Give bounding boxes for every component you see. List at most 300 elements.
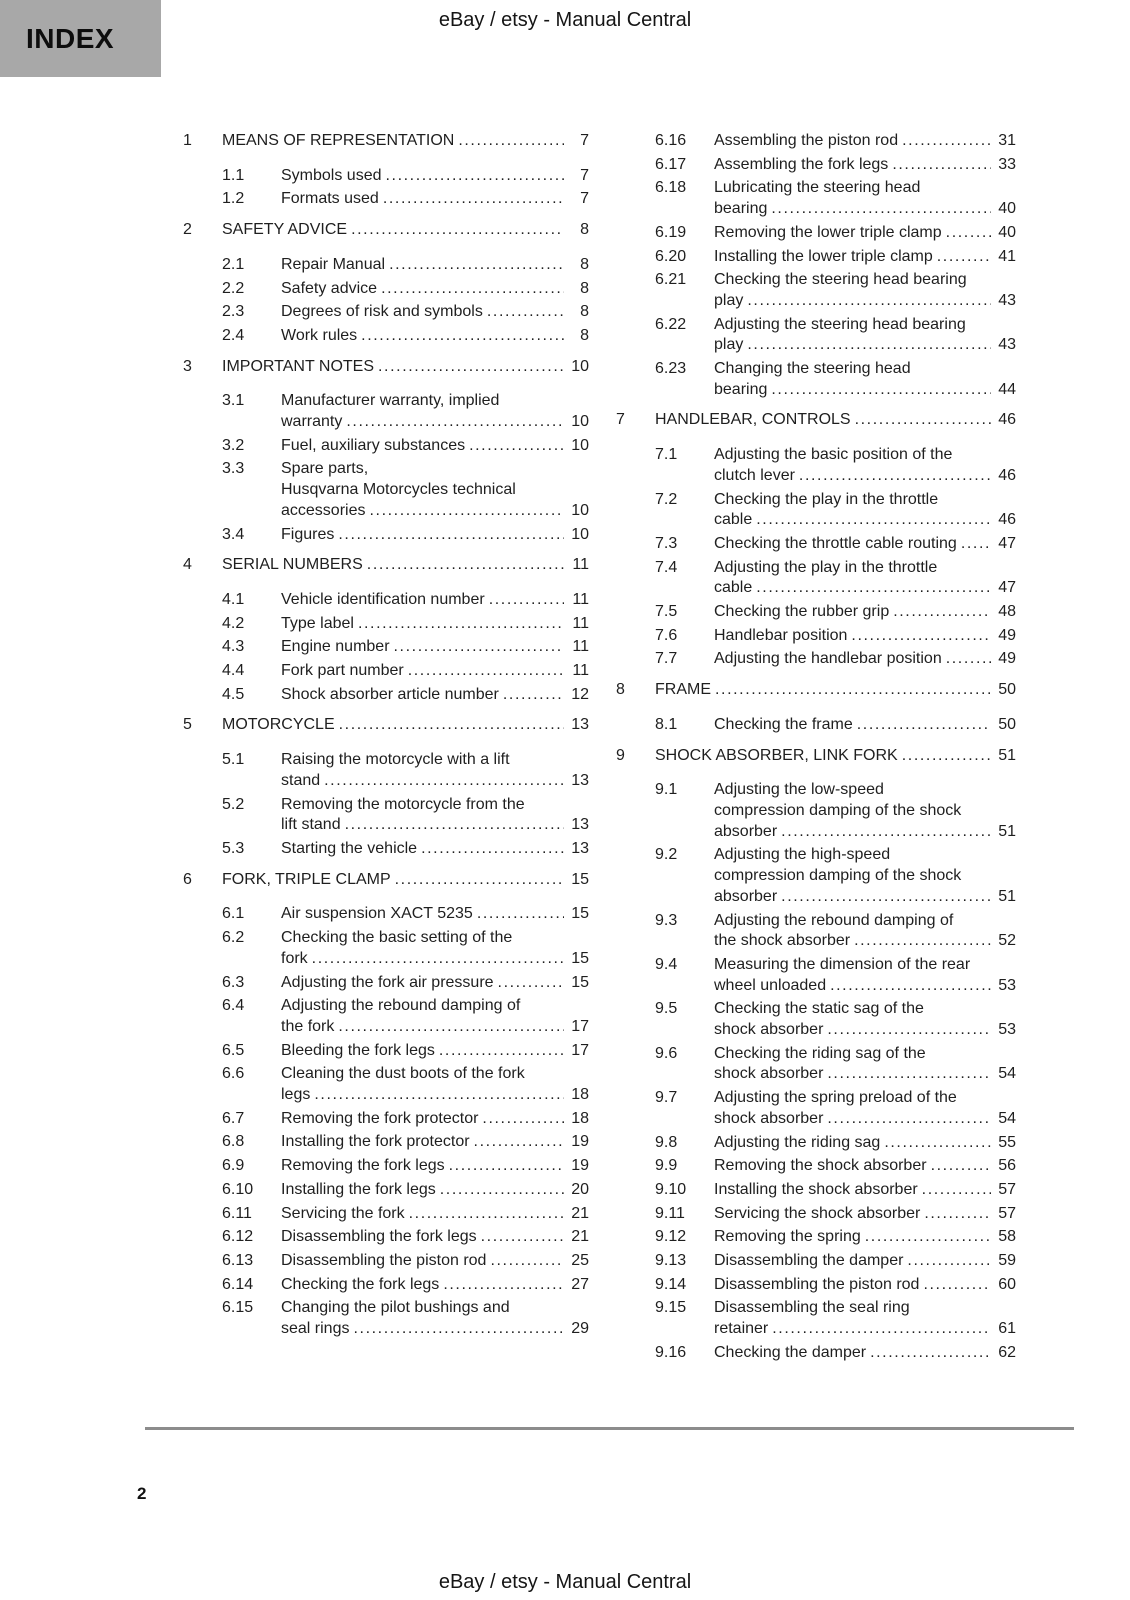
toc-entry-row <box>183 904 589 925</box>
toc-leader-dots <box>715 680 991 701</box>
toc-leader-dots <box>440 1180 564 1201</box>
toc-entry-row <box>183 189 589 210</box>
toc-item-title: Assembling the fork legs <box>714 155 889 173</box>
toc-item-number: 9.12 <box>655 1228 687 1246</box>
toc-entry-row <box>616 602 1016 623</box>
toc-page-number: 40 <box>998 200 1016 218</box>
toc-item-title: Servicing the fork <box>281 1204 405 1222</box>
toc-entry-row <box>183 326 589 347</box>
toc-item-title: HANDLEBAR, CONTROLS <box>655 411 851 429</box>
toc-item-number: 6.18 <box>655 179 687 197</box>
toc-entry-row <box>183 928 589 969</box>
toc-page-number: 25 <box>571 1251 589 1269</box>
toc-entry-row <box>183 1298 589 1339</box>
toc-entry-row <box>183 839 589 860</box>
toc-item-number: 9.16 <box>655 1343 687 1361</box>
toc-entry-row <box>183 391 589 432</box>
toc-entry-row <box>616 1088 1016 1129</box>
toc-entry-row <box>183 166 589 187</box>
toc-leader-dots <box>367 555 564 576</box>
toc-page-number: 54 <box>998 1109 1016 1127</box>
toc-leader-dots <box>827 1064 991 1085</box>
toc-page-number: 15 <box>571 870 589 888</box>
toc-entry-row <box>183 590 589 611</box>
toc-item-number: 6.5 <box>222 1041 245 1059</box>
toc-item-number: 6.21 <box>655 271 687 289</box>
toc-leader-dots <box>324 771 564 792</box>
toc-item-number: 5 <box>183 716 192 734</box>
toc-leader-dots <box>353 1319 564 1340</box>
toc-leader-dots <box>771 380 991 401</box>
toc-leader-dots <box>381 279 564 300</box>
toc-page-number: 44 <box>998 380 1016 398</box>
toc-leader-dots <box>924 1204 991 1225</box>
toc-page-number: 7 <box>580 132 589 149</box>
toc-item-title: Formats used <box>281 190 379 208</box>
toc-page-number: 60 <box>998 1275 1016 1293</box>
toc-entry-row <box>616 715 1016 736</box>
toc-item-title: Figures <box>281 525 335 543</box>
toc-page-number: 51 <box>998 746 1016 764</box>
toc-item-title: Checking the rubber grip <box>714 603 890 621</box>
toc-leader-dots <box>830 976 991 997</box>
toc-item-title: lift stand <box>281 816 341 834</box>
toc-entry-row <box>183 637 589 658</box>
toc-item-number: 9.10 <box>655 1180 687 1198</box>
toc-item-title: accessories <box>281 501 366 519</box>
toc-item-number: 6.14 <box>222 1275 254 1293</box>
toc-entry-row <box>183 1132 589 1153</box>
toc-page-number: 27 <box>571 1275 589 1293</box>
footer-title: eBay / etsy - Manual Central <box>438 1571 692 1593</box>
toc-page-number: 56 <box>998 1157 1016 1175</box>
toc-leader-dots <box>351 220 564 241</box>
toc-item-title: the fork <box>281 1017 335 1035</box>
toc-item-number: 9.7 <box>655 1089 678 1107</box>
toc-chapter-row <box>616 410 1016 431</box>
toc-page-number: 10 <box>571 501 589 519</box>
toc-item-title-line: Changing the pilot bushings and <box>281 1299 510 1317</box>
toc-item-title: Servicing the shock absorber <box>714 1204 921 1222</box>
toc-entry-row <box>183 1275 589 1296</box>
toc-item-title-line: Checking the basic setting of the <box>281 929 513 947</box>
toc-page-number: 8 <box>580 255 589 273</box>
toc-item-title: legs <box>281 1086 311 1104</box>
toc-item-title-line: Checking the steering head bearing <box>714 271 967 289</box>
toc-leader-dots <box>503 685 564 706</box>
toc-chapter-row <box>183 357 589 378</box>
toc-entry-row <box>616 1156 1016 1177</box>
toc-page-number: 13 <box>571 771 589 789</box>
toc-item-number: 6.7 <box>222 1109 245 1127</box>
toc-leader-dots <box>358 614 564 635</box>
toc-item-number: 4 <box>183 556 192 574</box>
toc-item-title: warranty <box>281 413 343 431</box>
toc-leader-dots <box>922 1180 991 1201</box>
toc-item-title: Disassembling the piston rod <box>714 1275 920 1293</box>
footer-divider <box>145 1427 1074 1430</box>
toc-item-title-line: Adjusting the high-speed <box>714 846 891 864</box>
toc-leader-dots <box>439 1041 564 1062</box>
toc-entry-row <box>616 445 1016 486</box>
toc-item-title-line: Measuring the dimension of the rear <box>714 955 971 973</box>
toc-leader-dots <box>369 501 564 522</box>
toc-item-title: Installing the shock absorber <box>714 1180 918 1198</box>
toc-item-number: 4.5 <box>222 685 245 703</box>
toc-page-number: 10 <box>571 525 589 543</box>
toc-item-title: Symbols used <box>281 166 382 184</box>
toc-item-number: 5.2 <box>222 795 245 813</box>
toc-entry-row <box>183 750 589 791</box>
toc-item-title: Degrees of risk and symbols <box>281 303 483 321</box>
toc-page-number: 13 <box>571 839 589 857</box>
toc-item-title: Installing the fork protector <box>281 1133 470 1151</box>
toc-column <box>616 131 1016 1367</box>
toc-page-number: 10 <box>571 436 589 454</box>
toc-item-number: 9 <box>616 746 625 764</box>
toc-item-number: 5.3 <box>222 839 245 857</box>
toc-page-number: 52 <box>998 932 1016 950</box>
toc-leader-dots <box>799 466 991 487</box>
toc-leader-dots <box>855 410 991 431</box>
toc-entry-row <box>616 955 1016 996</box>
toc-entry-row <box>183 1180 589 1201</box>
toc-chapter-row <box>183 220 589 241</box>
toc-item-number: 7.6 <box>655 626 678 644</box>
toc-item-title: Fuel, auxiliary substances <box>281 436 466 454</box>
toc-item-title: Disassembling the damper <box>714 1252 904 1270</box>
toc-entry-row <box>616 780 1016 842</box>
toc-column <box>183 131 589 1343</box>
toc-entry-row <box>183 614 589 635</box>
toc-page-number: 55 <box>998 1133 1016 1151</box>
toc-item-title-line: Checking the play in the throttle <box>714 490 939 508</box>
toc-item-title: Shock absorber article number <box>281 685 499 703</box>
toc-item-title: Checking the damper <box>714 1343 867 1361</box>
toc-leader-dots <box>854 931 991 952</box>
toc-item-title: Starting the vehicle <box>281 839 418 857</box>
toc-item-title: Air suspension XACT 5235 <box>281 905 473 923</box>
toc-entry-row <box>616 534 1016 555</box>
toc-item-title: SHOCK ABSORBER, LINK FORK <box>655 746 898 764</box>
toc-page-number: 21 <box>571 1204 589 1222</box>
toc-leader-dots <box>884 1133 991 1154</box>
toc-item-number: 3 <box>183 357 192 375</box>
toc-item-title-line: Checking the riding sag of the <box>714 1044 926 1062</box>
toc-page-number: 11 <box>572 662 589 680</box>
toc-leader-dots <box>383 189 564 210</box>
toc-leader-dots <box>408 661 564 682</box>
toc-item-title: Removing the lower triple clamp <box>714 223 942 241</box>
toc-item-number: 4.1 <box>222 590 245 608</box>
toc-page-number: 46 <box>998 411 1016 429</box>
toc-leader-dots <box>469 436 564 457</box>
toc-item-number: 6 <box>183 870 192 888</box>
toc-item-title-line: Disassembling the seal ring <box>714 1299 910 1317</box>
toc-page-number: 8 <box>580 326 589 344</box>
toc-entry-row <box>183 685 589 706</box>
toc-page-number: 10 <box>571 413 589 431</box>
toc-item-title-line: Adjusting the rebound damping of <box>281 997 521 1015</box>
toc-item-number: 6.19 <box>655 223 687 241</box>
toc-item-title: play <box>714 291 744 309</box>
toc-item-title-line: Adjusting the low-speed <box>714 781 884 799</box>
toc-item-title: Removing the spring <box>714 1228 861 1246</box>
toc-item-number: 3.2 <box>222 436 245 454</box>
toc-item-title: Removing the fork legs <box>281 1157 445 1175</box>
toc-item-number: 6.16 <box>655 132 687 149</box>
toc-item-number: 3.4 <box>222 525 245 543</box>
toc-item-title-line: Cleaning the dust boots of the fork <box>281 1065 525 1083</box>
toc-leader-dots <box>756 578 991 599</box>
toc-item-title: fork <box>281 949 308 967</box>
toc-chapter-row <box>183 555 589 576</box>
toc-item-number: 6.8 <box>222 1133 245 1151</box>
toc-leader-dots <box>482 1109 564 1130</box>
toc-item-title-line: Spare parts, <box>281 460 369 478</box>
toc-entry-row <box>616 1343 1016 1364</box>
toc-leader-dots <box>314 1085 564 1106</box>
toc-item-title: absorber <box>714 887 778 905</box>
toc-item-title: play <box>714 336 744 354</box>
toc-item-title: stand <box>281 771 321 789</box>
toc-leader-dots <box>893 602 991 623</box>
toc-item-number: 3.3 <box>222 460 245 478</box>
toc-page-number: 57 <box>998 1180 1016 1198</box>
toc-leader-dots <box>747 335 991 356</box>
toc-item-number: 8.1 <box>655 715 678 733</box>
toc-entry-row <box>616 131 1016 152</box>
toc-entry-row <box>616 155 1016 176</box>
toc-page-number: 11 <box>572 556 589 574</box>
toc-entry-row <box>183 1204 589 1225</box>
toc-page-number: 58 <box>998 1228 1016 1246</box>
toc-leader-dots <box>395 870 564 891</box>
toc-entry-row <box>183 1251 589 1272</box>
toc-page-number: 46 <box>998 466 1016 484</box>
toc-item-title: Bleeding the fork legs <box>281 1041 435 1059</box>
index-label: INDEX <box>26 22 115 54</box>
toc-item-title: Vehicle identification number <box>281 590 485 608</box>
toc-chapter-row <box>616 746 1016 767</box>
toc-leader-dots <box>961 534 991 555</box>
toc-page-number: 11 <box>572 638 589 656</box>
toc-item-number: 9.6 <box>655 1044 678 1062</box>
toc-item-number: 9.8 <box>655 1133 678 1151</box>
toc-item-title: absorber <box>714 822 778 840</box>
toc-chapter-row <box>183 715 589 736</box>
toc-entry-row <box>183 1041 589 1062</box>
toc-item-title: bearing <box>714 380 768 398</box>
toc-item-number: 6.3 <box>222 973 245 991</box>
toc-item-number: 9.15 <box>655 1299 687 1317</box>
toc-entry-row <box>616 315 1016 356</box>
toc-leader-dots <box>851 626 991 647</box>
toc-entry-row <box>616 911 1016 952</box>
toc-leader-dots <box>312 949 564 970</box>
toc-leader-dots <box>394 637 564 658</box>
toc-item-title-line: Changing the steering head <box>714 360 911 378</box>
toc-page-number: 59 <box>998 1252 1016 1270</box>
toc-page-number: 49 <box>998 650 1016 668</box>
toc-page-number: 7 <box>580 190 589 208</box>
toc-item-number: 6.22 <box>655 315 687 333</box>
toc-item-title: Checking the fork legs <box>281 1275 440 1293</box>
toc-item-number: 1.2 <box>222 190 245 208</box>
toc-item-number: 4.3 <box>222 638 245 656</box>
toc-item-title: Adjusting the handlebar position <box>714 650 942 668</box>
toc-item-title-line: Husqvarna Motorcycles technical <box>281 481 516 499</box>
toc-entry-row <box>616 359 1016 400</box>
toc-page-number: 31 <box>998 132 1016 149</box>
toc-leader-dots <box>458 131 564 152</box>
toc-item-title: Installing the lower triple clamp <box>714 247 933 265</box>
toc-item-title: Installing the fork legs <box>281 1180 436 1198</box>
toc-leader-dots <box>865 1227 991 1248</box>
toc-entry-row <box>616 490 1016 531</box>
toc-leader-dots <box>489 590 564 611</box>
toc-entry-row <box>183 661 589 682</box>
toc-page-number: 20 <box>571 1180 589 1198</box>
toc-page-number: 43 <box>998 291 1016 309</box>
toc-item-title: Repair Manual <box>281 255 386 273</box>
toc-leader-dots <box>827 1020 991 1041</box>
toc-page-number: 8 <box>580 303 589 321</box>
toc-entry-row <box>616 1204 1016 1225</box>
toc-item-title: clutch lever <box>714 466 795 484</box>
toc-chapter-row <box>616 680 1016 701</box>
toc-item-title: MEANS OF REPRESENTATION <box>222 132 455 149</box>
toc-item-title: Work rules <box>281 326 358 344</box>
toc-page-number: 41 <box>998 247 1016 265</box>
toc-item-title: cable <box>714 579 753 597</box>
toc-leader-dots <box>474 1132 564 1153</box>
page-number: 2 <box>137 1484 147 1503</box>
toc-leader-dots <box>361 326 564 347</box>
toc-item-number: 6.17 <box>655 155 687 173</box>
toc-item-title: Disassembling the piston rod <box>281 1251 487 1269</box>
toc-entry-row <box>616 1227 1016 1248</box>
toc-leader-dots <box>490 1251 564 1272</box>
toc-page-number: 43 <box>998 336 1016 354</box>
toc-item-number: 6.11 <box>222 1204 252 1222</box>
toc-item-title: Assembling the piston rod <box>714 132 899 149</box>
toc-item-number: 9.11 <box>655 1204 685 1222</box>
toc-item-number: 6.9 <box>222 1157 245 1175</box>
toc-entry-row <box>183 525 589 546</box>
toc-leader-dots <box>421 839 564 860</box>
toc-leader-dots <box>409 1204 564 1225</box>
toc-page-number: 50 <box>998 681 1016 699</box>
toc-leader-dots <box>487 302 564 323</box>
toc-item-title-line: compression damping of the shock <box>714 867 962 885</box>
toc-entry-row <box>183 302 589 323</box>
toc-page-number: 57 <box>998 1204 1016 1222</box>
toc-item-number: 9.14 <box>655 1275 687 1293</box>
toc-leader-dots <box>449 1156 564 1177</box>
toc-leader-dots <box>931 1156 991 1177</box>
toc-item-title: Removing the shock absorber <box>714 1157 927 1175</box>
toc-item-title: Adjusting the riding sag <box>714 1133 881 1151</box>
toc-entry-row <box>616 558 1016 599</box>
toc-entry-row <box>183 795 589 836</box>
toc-item-number: 2.4 <box>222 326 245 344</box>
toc-page-number: 8 <box>580 221 589 239</box>
toc-page-number: 51 <box>998 822 1016 840</box>
toc-page-number: 40 <box>998 223 1016 241</box>
toc-item-title: Type label <box>281 614 354 632</box>
toc-item-number: 3.1 <box>222 392 245 410</box>
toc-item-title-line: Manufacturer warranty, implied <box>281 392 500 410</box>
toc-item-title: bearing <box>714 200 768 218</box>
toc-entry-row <box>616 845 1016 907</box>
toc-item-number: 7.1 <box>655 446 678 464</box>
toc-page-number: 19 <box>571 1157 589 1175</box>
toc-item-number: 9.3 <box>655 911 678 929</box>
toc-item-number: 7.3 <box>655 534 678 552</box>
toc-leader-dots <box>345 815 564 836</box>
toc-entry-row <box>183 1064 589 1105</box>
toc-item-number: 1 <box>183 132 192 149</box>
toc-item-number: 6.12 <box>222 1228 254 1246</box>
toc-entry-row <box>183 1109 589 1130</box>
toc-item-title-line: Adjusting the steering head bearing <box>714 315 966 333</box>
toc-item-title-line: Removing the motorcycle from the <box>281 795 525 813</box>
toc-leader-dots <box>389 255 564 276</box>
toc-item-number: 9.1 <box>655 781 678 799</box>
toc-page-number: 46 <box>998 511 1016 529</box>
toc-entry-row <box>183 1156 589 1177</box>
toc-page-number: 19 <box>571 1133 589 1151</box>
toc-item-title: MOTORCYCLE <box>222 716 335 734</box>
toc-entry-row <box>616 649 1016 670</box>
page-footer <box>0 1571 1130 1594</box>
toc-item-title: Engine number <box>281 638 390 656</box>
toc-leader-dots <box>857 715 991 736</box>
toc-page-number: 33 <box>998 155 1016 173</box>
toc-chapter-row <box>183 131 589 152</box>
toc-page-number: 15 <box>571 949 589 967</box>
toc-page-number: 15 <box>571 905 589 923</box>
toc-leader-dots <box>756 510 991 531</box>
toc-leader-dots <box>443 1275 564 1296</box>
toc-page-number: 61 <box>998 1320 1016 1338</box>
toc-page-number: 10 <box>571 357 589 375</box>
toc-leader-dots <box>937 247 991 268</box>
toc-item-number: 4.4 <box>222 662 245 680</box>
toc-item-title-line: Lubricating the steering head <box>714 179 921 197</box>
toc-item-number: 7.5 <box>655 603 678 621</box>
toc-page-number: 18 <box>571 1086 589 1104</box>
toc-item-title: retainer <box>714 1320 769 1338</box>
toc-page-number: 53 <box>998 976 1016 994</box>
toc-item-number: 8 <box>616 681 625 699</box>
toc-item-number: 2.2 <box>222 279 245 297</box>
toc-leader-dots <box>386 166 565 187</box>
toc-item-number: 2.3 <box>222 303 245 321</box>
toc-item-number: 9.5 <box>655 1000 678 1018</box>
toc-page-number: 21 <box>571 1228 589 1246</box>
toc-leader-dots <box>338 1017 564 1038</box>
toc-entry-row <box>616 178 1016 219</box>
toc-page-number: 51 <box>998 887 1016 905</box>
toc-item-title: SERIAL NUMBERS <box>222 556 363 574</box>
toc-item-number: 9.13 <box>655 1252 687 1270</box>
toc-entry-row <box>616 1298 1016 1339</box>
toc-leader-dots <box>827 1109 991 1130</box>
toc-leader-dots <box>498 973 564 994</box>
toc-page-number: 53 <box>998 1021 1016 1039</box>
